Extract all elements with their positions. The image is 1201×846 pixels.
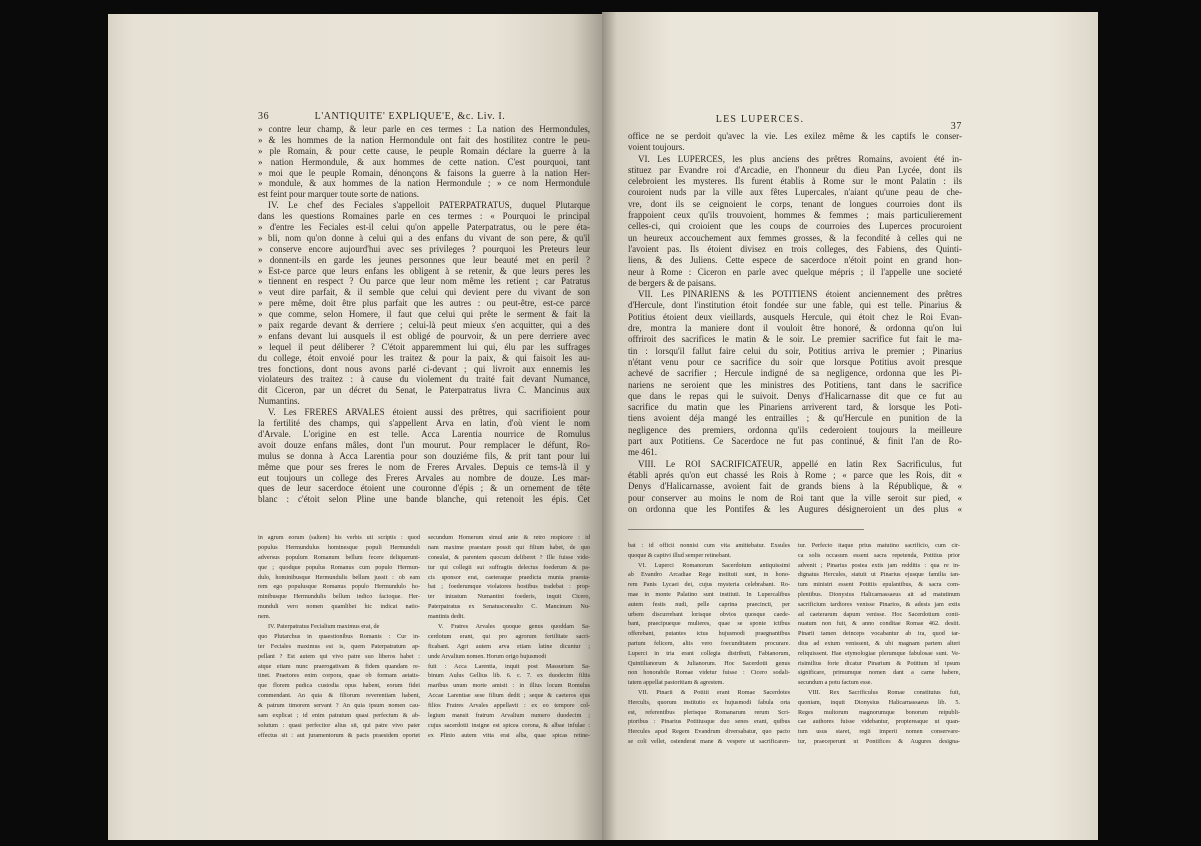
- footnote-line: cujus sacerdotii insigne est spicea corona, & albae infulae :: [428, 721, 590, 729]
- footnote-line: ptoribus : Pinarius Potitiusque duo senes erant, quibus: [628, 718, 790, 726]
- footnote-line: tum usus staret, regii imperii nomen conservare-: [798, 728, 960, 736]
- footnote-line: tatem appellat pastoritiam & agrestem.: [628, 679, 725, 687]
- body-line: » d'entre les Feciales est-il celui qu'on appelle Paterpatratus, ou le pere éta-: [258, 222, 590, 233]
- body-line: n'étant venu pour ce sacrifice du soir que lorsque Potitius avoit presque: [628, 356, 962, 367]
- footnote-line: ficabant. Agri autem arva etiam latine dicuntur ;: [428, 642, 590, 650]
- right-page-body: [628, 131, 962, 515]
- body-line: office ne se perdoit qu'avec la vie. Les exilez même & les captifs le conser-: [628, 131, 962, 141]
- footnote-line: Luperci in tria erant collegia distributi, Fabianorum,: [628, 649, 790, 657]
- footnote-line: commendant. An quia & filiorum reverentiam habent,: [258, 692, 420, 700]
- body-line: » mondule, & aux hommes de la nation Hermondule ; » ce nom Hermondule: [258, 178, 590, 189]
- body-line: liens, & des Juliens. Cette espece de sacerdoce n'étoit point en grand hon-: [628, 255, 962, 266]
- body-line: VII. Les PINARIENS & les POTITIENS étoient anciennement des prêtres: [638, 289, 962, 300]
- body-line: dit Ciceron, par un décret du Senat, le Paterpatratus livra C. Mancinus aux: [258, 385, 590, 396]
- footnote-line: minibusque Hermundulis bellum indico facioque. Her-: [258, 593, 420, 601]
- footnote-line: dignatus Hercules, statuit ut Pinarius ejusque familia tan-: [798, 571, 960, 579]
- running-title-left: L'ANTIQUITE' EXPLIQUE'E, &c. Liv. I.: [314, 111, 506, 122]
- body-line: établi aprés qu'on eut chassé les Rois à Rome ; « parce que les Rois, dit «: [628, 469, 962, 480]
- footnote-line: maribus unum morte amisit : in illius locum Romulus: [428, 682, 590, 690]
- body-line: couroient nuds par la ville aux fêtes Lupercales, n'aiant qu'une peau de che-: [628, 187, 962, 198]
- footnote-line: quoque & captivi illud semper retinebant.: [628, 551, 732, 559]
- body-line: même que pour ses freres le nom de Freres Arvales. Depuis ce tems-là il y: [258, 461, 590, 472]
- body-line: eut toujours un college des Freres Arvales au nombre de douze. Les mar-: [258, 472, 590, 483]
- footnote-line: se coli vellet, ostenderat mane & vespere ut sacrificaren-: [628, 737, 790, 745]
- body-line: » conserve encore aujourd'hui avec ses privileges ? pourquoi les Preteurs leur: [258, 243, 590, 254]
- body-line: V. Les FRERES ARVALES étoient aussi des prêtres, qui sacrifioient pour: [268, 407, 590, 418]
- body-line: achevé de sacrifier ; Hercule indigné de sa negligence, ordonna que les Pi-: [628, 368, 962, 379]
- footnote-line: Herculis, quorum institutio ex hujusmodi fabula orta: [628, 698, 790, 706]
- body-line: violateurs des traitez : à cause du violement du traité fait devant Numance,: [258, 374, 590, 385]
- body-line: dans les questions Romaines parle en ces termes : « Pourquoi le principal: [258, 211, 590, 222]
- footnote-line: consulat, & parentem quocum deliberet ? Ille fuisse vide-: [428, 553, 590, 561]
- footnote-line: secundum a potu factum esse.: [798, 679, 873, 687]
- body-line: » enfans devant lui ausquels il est obligé de pourvoir, & un pere derriere avec: [258, 330, 590, 341]
- body-line: la fertilité des champs, qui s'appellent Arva en latin, d'où vient le nom: [258, 418, 590, 429]
- body-line: » contre leur champ, & leur parle en ces termes : La nation des Hermondules,: [258, 124, 590, 134]
- footnote-line: Paterpatratus ex Senatusconsulto C. Mancinum Nu-: [428, 603, 590, 611]
- footnote-line: sacrificium tardiores venisse Pinarios, & adesis jam extis: [798, 600, 960, 608]
- footnote-line: partum felicem, aliis vero foecunditatem procurare.: [628, 639, 790, 647]
- body-line: avoit douze enfans mâles, dont l'un mourut. Pour remplacer le défunt, Ro-: [258, 439, 590, 450]
- footnote-line: Hercules apud Regem Evandrum diversabatur, quo pacto: [628, 728, 790, 736]
- body-line: celles-ci, qui croioient que les coups de courroies des Luperces procuroient: [628, 221, 962, 232]
- body-line: Denys d'Halicarnasse, avoient fait de grands biens à la République, & «: [628, 481, 962, 492]
- footnote-line: ter Feciales maximus est is, quem Paterpatratum ap-: [258, 642, 420, 650]
- body-line: que dans le repas qui le suivoit. Denys d'Halicarnasse dit que ce fut au: [628, 390, 962, 401]
- footnote-line: effectus sit : aut juramentorum & pacis praesidem oportet: [258, 731, 420, 739]
- body-line: » & les hommes de la nation Hermondule ont fait des hostilitez contre le peu-: [258, 134, 590, 145]
- footnote-line: rem ego populusque Romanus populo Hermundulo ho-: [258, 583, 420, 591]
- footnote-line: cerdotum erant, qui pro agrorum fertilitate sacri-: [428, 632, 590, 640]
- footnote-line: IV. Paterpatratus Fecialium maximus erat, de: [268, 623, 380, 631]
- body-line: sacrifice du matin que les Pinariens arriverent tard, & lorsque les Poti-: [628, 402, 962, 413]
- body-line: nariens ne seroient que les ministres des Potitiens, tant dans le sacrifice: [628, 379, 962, 390]
- body-line: » tiennent en respect ? Ou parce que leur nom même les retient ; car Patratus: [258, 276, 590, 287]
- footnote-line: advenit ; Pinarius postea extis jam redditis : qua re in-: [798, 561, 960, 569]
- footnote-line: plentibus. Dionysius Halicarnassaeus ait ad matutinum: [798, 590, 960, 598]
- footnote-line: fuit : Acca Larentia, inquit post Massurium Sa-: [428, 662, 590, 670]
- body-line: tres fonctions, dont nous avons parlé ci-devant ; qui livroit aux ennemis les: [258, 363, 590, 374]
- footnote-line: significare, primumque nomen dant a carne habere,: [798, 669, 960, 677]
- body-line: » paix regarde devant & derriere ; celui-là peut mieux s'en acquitter, qui a des: [258, 320, 590, 331]
- footnote-line: atque etiam nunc praerogativam & fidem quandam re-: [258, 662, 420, 670]
- left-footnotes-column-1: [258, 533, 420, 741]
- footnote-line: bat ; foederumque violatores hostibus tradebat : prop-: [428, 583, 590, 591]
- body-line: d'Hercule, dont l'institution étoit fondée sur une fable, qui est telle. Pinarius &: [628, 300, 962, 311]
- footnote-line: legium mansit fratrum Arvalium numero duodecim ;: [428, 712, 590, 720]
- left-footnotes-column-2: [428, 533, 590, 741]
- footnote-line: tinet. Praetores enim corpora, quae ob formam aetatis-: [258, 672, 420, 680]
- body-line: tin : lorsqu'il fallut faire celui du soir, Potitius arriva le premier ; Pinarius: [628, 345, 962, 356]
- body-line: neur à Rome : Ciceron en parle avec quelque mépris ; il l'appelle une societé: [628, 266, 962, 277]
- body-line: » bli, nom qu'on donne à celui qui a des enfans du vivant de son pere, & qu'il: [258, 232, 590, 243]
- footnote-line: mantinis dedit.: [428, 613, 465, 621]
- body-line: Numantins.: [258, 396, 300, 407]
- footnote-line: Quintilianorum & Julianorum. Hoc Sacerdotii genus: [628, 659, 790, 667]
- body-line: voient toujours.: [628, 142, 685, 153]
- footnote-line: risimilius forte dicatur Pinarium & Potitium id ipsum: [798, 659, 960, 667]
- body-line: » nation Hermondule, & aux hommes de cette nation. C'est pourquoi, tant: [258, 156, 590, 167]
- footnote-line: tur qui collegii sui suffragiis delectus foederum & pa-: [428, 563, 590, 571]
- footnote-line: filios Fratres Arvales appellavit : ex eo tempore col-: [428, 702, 590, 710]
- body-line: mulus se donna à Acca Larentia pour son douziéme fils, & prit tant pour lui: [258, 450, 590, 461]
- footnote-line: ca solis occasum essent sacra repetenda, Potitius prior: [798, 551, 960, 559]
- right-footnotes-column-1: [628, 541, 790, 747]
- body-line: vre, dont ils se ceignoient le corps, tenant de longues courroies dont ils: [628, 198, 962, 209]
- left-page-body: [258, 124, 590, 505]
- body-line: » donnent-ils en garde les jeunes personnes que leur beauté met en peril ?: [258, 254, 590, 265]
- footnote-line: nuatum non fuit, & anno conditae Romae 462. desiit.: [798, 620, 960, 628]
- footnote-line: munduli vero nomen quamlibet hic indicat natio-: [258, 603, 420, 611]
- right-footnotes-column-2: [798, 541, 960, 747]
- footnote-line: tur. Perfecto itaque prius matutino sacrificio, cum cir-: [798, 542, 960, 549]
- footnote-line: autem festis nudi, pelle caprina praecincti, per: [628, 600, 790, 608]
- footnote-line: quo Plutarchus in quaestionibus Romanis : Cur in-: [258, 632, 420, 640]
- footnote-line: que ; quodque populus Romanus cum populo Hermun-: [258, 563, 420, 571]
- footnote-line: est, referentibus plerisque Romanarum rerum Scri-: [628, 708, 790, 716]
- footnote-line: dius ad extum venissent, & ubi magnam partem alteri: [798, 639, 960, 647]
- footnote-line: Pinarii tamen deinceps vocabantur ab ira, quod tar-: [798, 630, 960, 638]
- footnote-line: nam maxime praestare possit qui filium habet, de quo: [428, 543, 590, 551]
- footnote-line: ad caeterarum dapum venisse. Hoc Sacerdotium conti-: [798, 610, 960, 618]
- footnote-line: ter iniustum Numantini foederis, inquit Cicero,: [428, 593, 590, 601]
- footnote-line: non honorabile Romae videtur fuisse : Cicero sodali-: [628, 669, 790, 677]
- footnote-line: VIII. Rex Sacrificulus Romae constitutus fuit,: [808, 688, 960, 696]
- footnote-line: populus Hermundulus hominesque populi Hermunduli: [258, 543, 420, 551]
- footnote-line: dulo, hominibusque Hermundulis bellum jussit : ob eam: [258, 573, 420, 581]
- footnote-line: VII. Pinarii & Potitii erant Romae Sacerdotes: [638, 688, 790, 696]
- footnote-line: sam explicat ; id enim patratum quasi perfectum & ab-: [258, 712, 420, 720]
- body-line: stituez par Evandre roi d'Arcadie, en l'honneur du dieu Pan Lycée, dont ils: [628, 164, 962, 175]
- body-line: dre, montra la maniere dont il vouloit être honoré, & ordonna qu'on lui: [628, 323, 962, 334]
- footnote-line: reliquissent. Hae etymologiae plerumque fabulosae sunt. Ve-: [798, 649, 960, 657]
- body-line: l'avoient pas. Ils étoient divisez en trois colleges, des Fabiens, des Quinti-: [628, 243, 962, 254]
- footnote-line: Accae Larentiae sese filium dedit ; seque & caeteros ejus: [428, 692, 590, 700]
- body-line: on ordonna que les Pontifes & les Augures désigneroient un des plus «: [628, 503, 962, 514]
- footnote-line: pellant ? Est autem qui vivo patre suo liberos habet :: [258, 652, 420, 660]
- footnote-line: bat : id officii nonnisi cum vita amittebatur. Exsules: [628, 542, 790, 549]
- footnote-line: ex Plinio autem vitta erat alba, quae spicas retine-: [428, 731, 590, 739]
- footnote-line: tur, praeceperunt ut Pontifices & Augures designa-: [798, 737, 960, 745]
- body-line: » veut dire parfait, & il semble que celui qui devient pere du vivant de son: [258, 287, 590, 298]
- body-line: part aux Potitiens. Ce Sacerdoce ne fut pas continué, & finit l'an de Ro-: [628, 436, 962, 447]
- footnote-line: urbem discurrebant lorisque obvios quosque caede-: [628, 610, 790, 618]
- footnote-line: nem.: [258, 613, 271, 621]
- footnote-line: tum ministri essent Potitiis epulantibus, & sacra com-: [798, 581, 960, 589]
- body-line: de bergers & de paisans.: [628, 277, 717, 288]
- body-line: Potitius étoient deux vieillards, ausquels Hercule, qui étoit chez le Roi Evan-: [628, 311, 962, 322]
- page-number-left: 36: [258, 111, 270, 122]
- body-line: pour conserver au moins le nom de Roi tant que la ville seroit sur pied, «: [628, 492, 962, 503]
- footnote-line: mae in monte Palatino sunt instituti. In Lupercalibus: [628, 590, 790, 598]
- footnote-line: ab Evandro Arcadiae Rege instituti sunt, in hono-: [628, 571, 790, 579]
- footnote-line: rem Panis Lycaei dei, cujus mysteria celebrabant. Ro-: [628, 581, 790, 589]
- body-line: d'Arvale. L'origine en est telle. Acca Larentia nourrice de Romulus: [258, 428, 590, 439]
- body-line: VIII. Le ROI SACRIFICATEUR, appellé en latin Rex Sacrificulus, fut: [638, 458, 962, 469]
- body-line: » moi que le peuple Romain, dénonçons & faisons la guerre à la nation Her-: [258, 167, 590, 178]
- footnote-line: V. Fratres Arvales quoque genus quoddam Sa-: [438, 623, 590, 631]
- body-line: tiens avoient déja mangé les entrailles ; & qu'Hercule en punition de la: [628, 413, 962, 424]
- footnote-line: bant, praecipueque mulieres, quae se sponte ictibus: [628, 620, 790, 628]
- running-title-right: LES LUPERCES.: [715, 114, 805, 125]
- body-line: offriroit des sacrifices le matin & le soir. Le premier sacrifice fut fait le ma-: [628, 334, 962, 345]
- footnote-line: binum Aulus Gellius lib. 6. c. 7. ex duodecim filiis: [428, 672, 590, 680]
- body-line: negligence des premiers, ordonna qu'ils cederoient toujours la meilleure: [628, 424, 962, 435]
- footnote-line: in agrum eorum (saltem) his verbis uti scriptis : quod: [258, 534, 420, 541]
- footnote-rule: [628, 529, 864, 530]
- body-line: celebroient les mysteres. Ils furent établis à Rome sur le mont Palatin : ils: [628, 176, 962, 187]
- footnote-line: VI. Luperci Romanorum Sacerdotum antiquissimi: [638, 561, 790, 569]
- body-line: un heureux accouchement aux femmes grosses, & la fecondité à celles qui ne: [628, 232, 962, 243]
- body-line: IV. Le chef des Feciales s'appelloit PATERPATRATUS, duquel Plutarque: [268, 200, 590, 211]
- body-line: me 461.: [628, 447, 657, 458]
- footnote-line: secundum Homerum simul ante & retro respicere : id: [428, 534, 590, 541]
- body-line: » ple Romain, & pour cette cause, le peuple Romain déclare la guerre à la: [258, 145, 590, 156]
- footnote-line: que florem pudica custodia opus habent, eorum fidei: [258, 682, 420, 690]
- body-line: » lequel il peut déliberer ? C'étoit apparemment lui qui, élu par les suffrages: [258, 341, 590, 352]
- body-line: » que comme, selon Homere, il faut que celui qui prête le serment & fait la: [258, 309, 590, 320]
- footnote-line: cae authores fuisse videbantur, proptereaque ut quan-: [798, 718, 960, 726]
- body-line: est feint pour marquer toute sorte de nations.: [258, 189, 419, 200]
- body-line: blanc : c'étoit selon Pline une bande blanche, qui retenoit les épis. Cet: [258, 494, 590, 505]
- body-line: VI. Les LUPERCES, les plus anciens des prêtres Romains, avoient été in-: [638, 153, 962, 164]
- footnote-line: solutum : quasi perfectior alius sit, qui patre vivo pater: [258, 721, 420, 729]
- body-line: frappoient ceux qu'ils trouvoient, hommes & femmes ; mais particulierement: [628, 210, 962, 221]
- body-line: du college, étoit envoié pour les traitez & pour la paix, & qui faisoit les au-: [258, 352, 590, 363]
- body-line: » pere même, doit être plus parfait que les autres : ou peut-être, est-ce parce: [258, 298, 590, 309]
- footnote-line: offerebant, putantes ictus hujusmodi praegnantibus: [628, 630, 790, 638]
- footnote-line: quoniam, inquit Dionysius Halicarnassaeus lib. 5.: [798, 698, 960, 706]
- footnote-line: & patrum timorem servant ? An quia ipsum nomen cau-: [258, 702, 420, 710]
- page-number-right: 37: [950, 121, 962, 132]
- body-line: » Est-ce parce que leurs enfans les obligent à se retenir, & que leurs peres les: [258, 265, 590, 276]
- body-line: ques de leur sacerdoce étoient une couronne d'épis ; & un ornement de tête: [258, 483, 590, 494]
- footnote-line: cis sponsor erat, caeteraque praedicta munia praesta-: [428, 573, 590, 581]
- footnote-line: Reges multorum magnorumque bonorum reipubli-: [798, 708, 960, 716]
- footnote-line: adversus populum Romanum bellum fecere deliquerunt-: [258, 553, 420, 561]
- footnote-line: unde Arvalium nomen. Horum origo hujusmodi: [428, 652, 547, 660]
